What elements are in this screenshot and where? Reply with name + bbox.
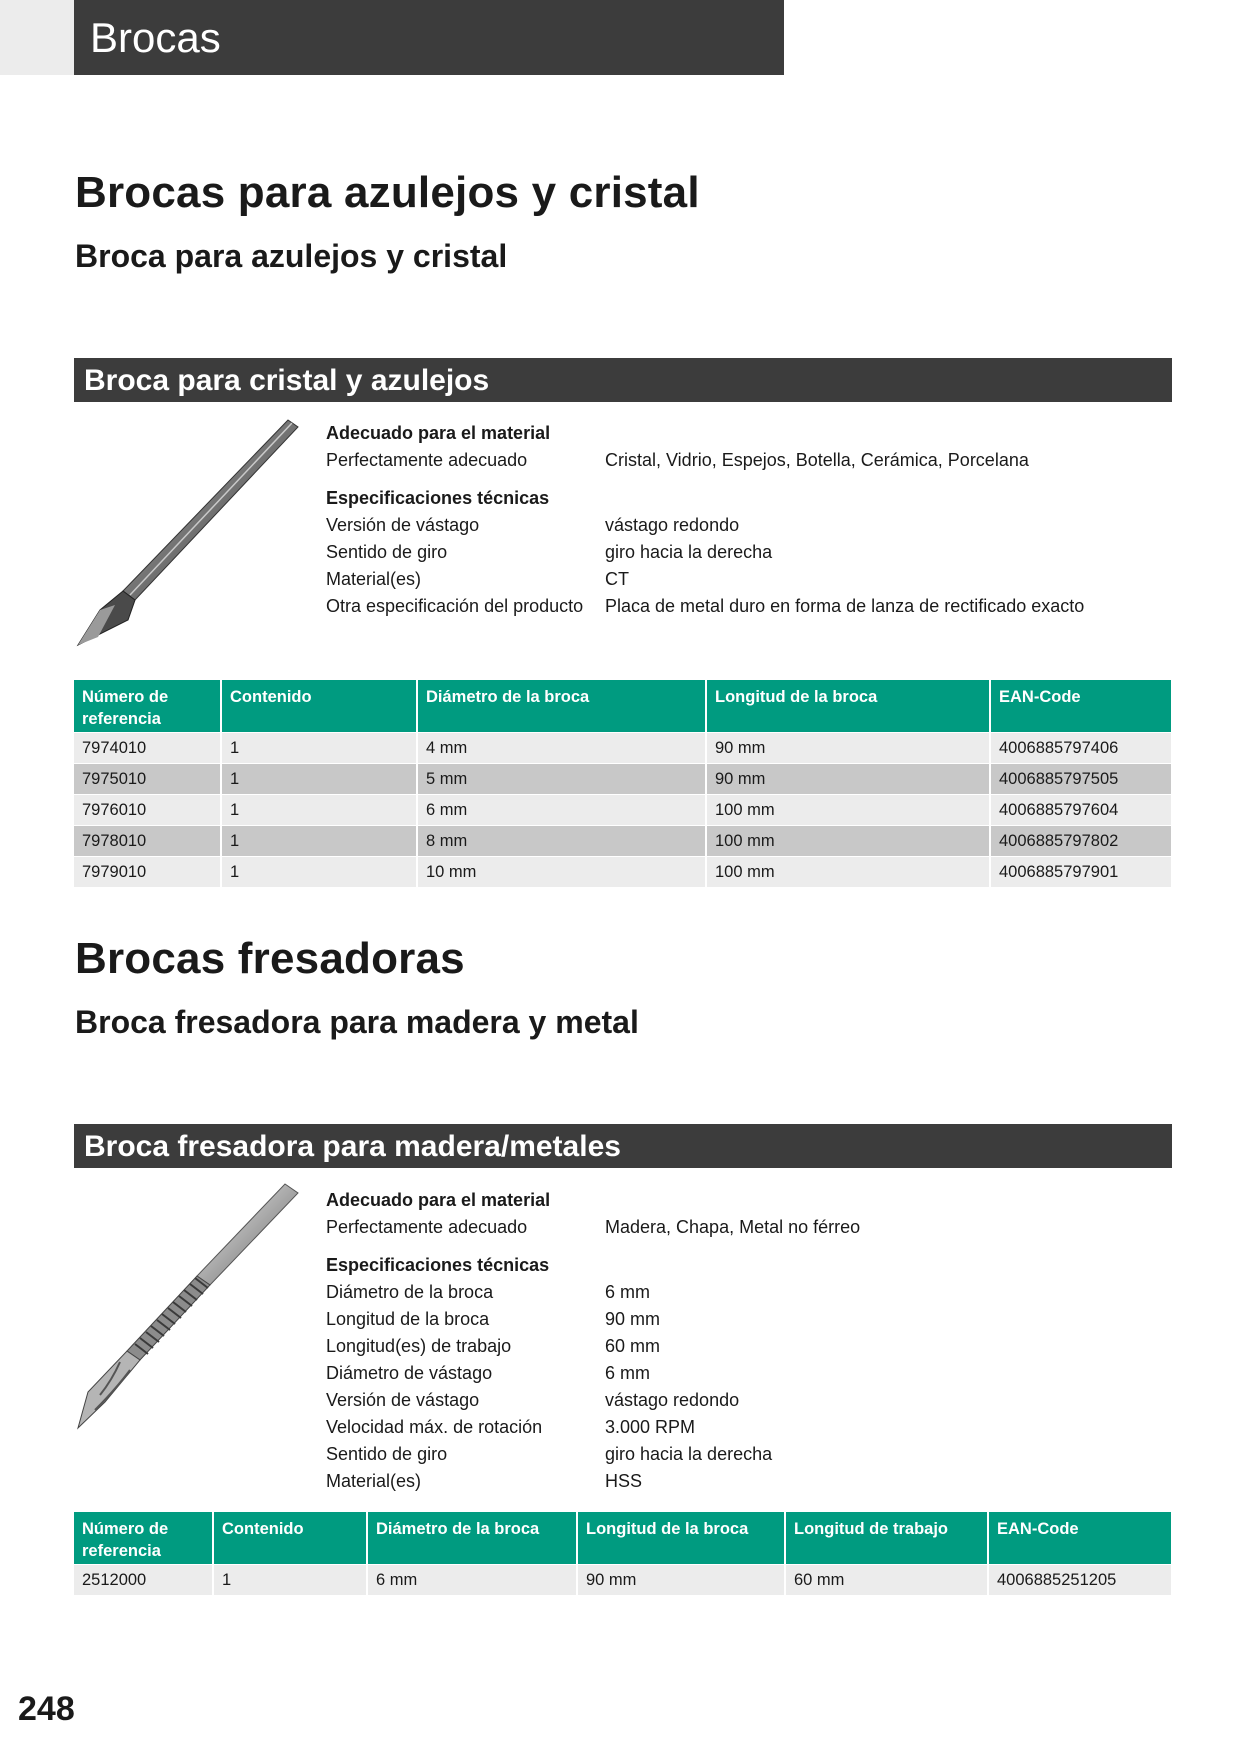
section1-heading: Brocas para azulejos y cristal (75, 168, 700, 217)
section2-material-row (326, 1214, 1166, 1241)
section1-specs-heading: Especificaciones técnicas (326, 488, 550, 508)
column-header: Longitud de la broca (577, 1512, 785, 1564)
spec-label: Material(es) (326, 1471, 422, 1491)
column-header: Contenido (221, 680, 417, 732)
section2-spec-row (326, 1441, 1166, 1468)
spec-label: Versión de vástago (326, 1390, 480, 1410)
spec-value: Madera, Chapa, Metal no férreo (605, 1217, 861, 1237)
section2-spec-row (326, 1360, 1166, 1387)
spec-label: Diámetro de la broca (326, 1282, 494, 1302)
spec-value: 6 mm (605, 1282, 650, 1302)
spec-value: CT (605, 569, 629, 589)
table-cell: 100 mm (706, 856, 990, 887)
section2-spec-row (326, 1387, 1166, 1414)
spec-value: HSS (605, 1471, 643, 1491)
column-header: EAN-Code (990, 680, 1171, 732)
section2-spec-row (326, 1468, 1166, 1495)
section2-product-table (74, 1512, 1171, 1595)
spec-label: Sentido de giro (326, 1444, 448, 1464)
spec-label: Diámetro de vástago (326, 1363, 493, 1383)
table-cell: 4006885797802 (990, 825, 1171, 856)
table-cell: 2512000 (74, 1564, 213, 1595)
column-header: Longitud de trabajo (785, 1512, 988, 1564)
spec-value: 90 mm (605, 1309, 661, 1329)
spec-value: Placa de metal duro en forma de lanza de rectificado exacto (605, 596, 1085, 616)
table-row (74, 732, 1171, 763)
spec-value: giro hacia la derecha (605, 1444, 773, 1464)
spec-label: Longitud de la broca (326, 1309, 490, 1329)
spec-label: Sentido de giro (326, 542, 448, 562)
table-cell: 7974010 (74, 732, 221, 763)
table-cell: 5 mm (417, 763, 706, 794)
section1-specs (326, 420, 1166, 620)
spec-label: Velocidad máx. de rotación (326, 1417, 543, 1437)
section1-material-row (326, 447, 1166, 474)
section1-spec-row (326, 512, 1166, 539)
section2-subheading: Broca fresadora para madera y metal (75, 1004, 639, 1040)
table-cell: 6 mm (417, 794, 706, 825)
table-cell: 90 mm (706, 763, 990, 794)
section2-spec-row (326, 1279, 1166, 1306)
table-cell: 60 mm (785, 1564, 988, 1595)
section2-spec-row (326, 1414, 1166, 1441)
spec-value: giro hacia la derecha (605, 542, 773, 562)
table-row (74, 794, 1171, 825)
spec-label: Longitud(es) de trabajo (326, 1336, 512, 1356)
section2-specs (326, 1187, 1166, 1495)
table-cell: 6 mm (367, 1564, 577, 1595)
spec-label: Versión de vástago (326, 515, 480, 535)
section1-product-bar: Broca para cristal y azulejos (74, 358, 1172, 402)
column-header: Número de referencia (74, 1512, 213, 1564)
table-cell: 10 mm (417, 856, 706, 887)
table-cell: 1 (221, 794, 417, 825)
table-cell: 1 (221, 763, 417, 794)
section2-material-heading: Adecuado para el material (326, 1190, 551, 1210)
table-cell: 1 (221, 825, 417, 856)
section1-spec-row (326, 593, 1166, 620)
table-row (74, 825, 1171, 856)
table-cell: 100 mm (706, 794, 990, 825)
table-cell: 4006885797406 (990, 732, 1171, 763)
table-cell: 1 (221, 856, 417, 887)
tile-glass-drill-bit-image (70, 415, 310, 650)
section1-product-table (74, 680, 1171, 887)
table-cell: 7975010 (74, 763, 221, 794)
milling-drill-bit-image (70, 1180, 310, 1435)
section1-spec-row (326, 539, 1166, 566)
table-row (74, 763, 1171, 794)
table-cell: 4006885797505 (990, 763, 1171, 794)
table-cell: 100 mm (706, 825, 990, 856)
table-cell: 90 mm (706, 732, 990, 763)
table-header-row (74, 680, 1171, 732)
spec-label: Material(es) (326, 569, 422, 589)
page-header-title: Brocas (74, 0, 784, 75)
section2-product-bar: Broca fresadora para madera/metales (74, 1124, 1172, 1168)
section2-spec-row (326, 1306, 1166, 1333)
column-header: Diámetro de la broca (417, 680, 706, 732)
spec-label: Perfectamente adecuado (326, 1217, 528, 1237)
section1-subheading: Broca para azulejos y cristal (75, 238, 508, 274)
table-cell: 7979010 (74, 856, 221, 887)
table-cell: 1 (213, 1564, 367, 1595)
spec-value: 6 mm (605, 1363, 650, 1383)
page-number: 248 (18, 1690, 75, 1728)
spec-value: 60 mm (605, 1336, 661, 1356)
table-cell: 90 mm (577, 1564, 785, 1595)
column-header: Contenido (213, 1512, 367, 1564)
table-cell: 4 mm (417, 732, 706, 763)
spec-value: vástago redondo (605, 515, 740, 535)
table-header-row (74, 1512, 1171, 1564)
section2-spec-row (326, 1333, 1166, 1360)
column-header: Longitud de la broca (706, 680, 990, 732)
table-row (74, 856, 1171, 887)
spec-label: Otra especificación del producto (326, 596, 584, 616)
table-cell: 4006885251205 (988, 1564, 1171, 1595)
table-cell: 4006885797901 (990, 856, 1171, 887)
spec-label: Perfectamente adecuado (326, 450, 528, 470)
table-cell: 4006885797604 (990, 794, 1171, 825)
section1-spec-row (326, 566, 1166, 593)
header-left-strip (0, 0, 74, 75)
column-header: Diámetro de la broca (367, 1512, 577, 1564)
spec-value: vástago redondo (605, 1390, 740, 1410)
spec-value: Cristal, Vidrio, Espejos, Botella, Cerámica, Porcelana (605, 450, 1029, 470)
table-cell: 7978010 (74, 825, 221, 856)
section2-heading: Brocas fresadoras (75, 934, 465, 983)
section2-specs-heading: Especificaciones técnicas (326, 1255, 550, 1275)
section1-material-heading: Adecuado para el material (326, 423, 551, 443)
table-row (74, 1564, 1171, 1595)
column-header: Número de referencia (74, 680, 221, 732)
spec-value: 3.000 RPM (605, 1417, 696, 1437)
table-cell: 1 (221, 732, 417, 763)
column-header: EAN-Code (988, 1512, 1171, 1564)
table-cell: 8 mm (417, 825, 706, 856)
table-cell: 7976010 (74, 794, 221, 825)
